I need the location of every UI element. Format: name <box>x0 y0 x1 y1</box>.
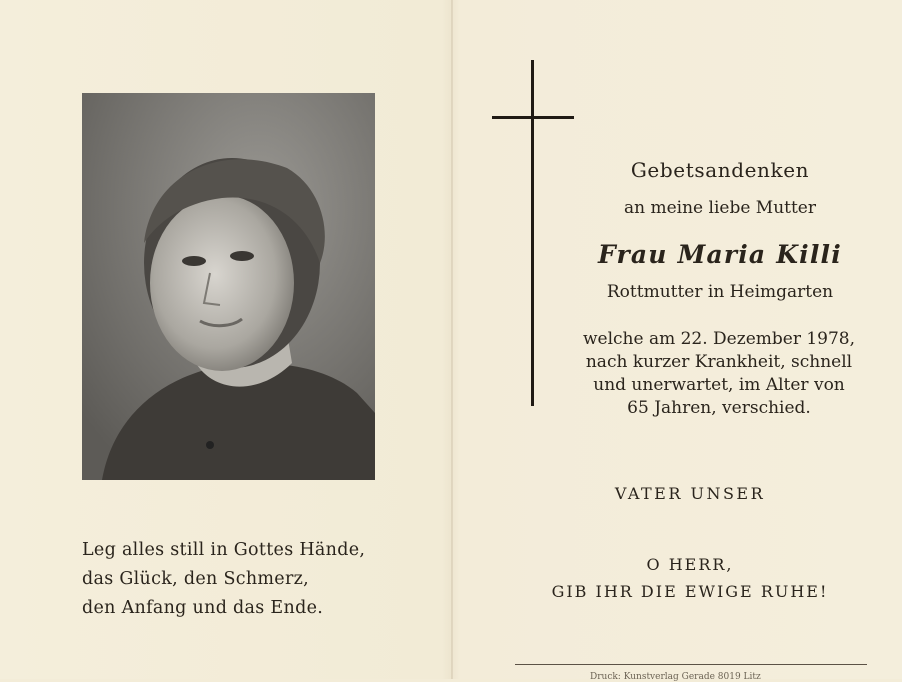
verse-line: das Glück, den Schmerz, <box>82 569 310 589</box>
portrait-image <box>82 93 375 480</box>
verse-line: den Anfang und das Ende. <box>82 598 324 618</box>
bio-line: welche am 22. Dezember 1978, <box>582 329 856 349</box>
closing-line: GIB IHR DIE EWIGE RUHE! <box>551 582 829 601</box>
cross-icon-bar <box>492 116 574 119</box>
card-heading: Gebetsandenken <box>630 158 810 182</box>
closing-prayer <box>530 551 850 605</box>
bio-line: 65 Jahren, verschied. <box>627 398 811 418</box>
deceased-name: Frau Maria Killi <box>598 240 842 269</box>
deceased-role: Rottmutter in Heimgarten <box>606 282 834 302</box>
prayer-title: VATER UNSER <box>614 484 766 503</box>
bio-line: nach kurzer Krankheit, schnell <box>585 352 853 372</box>
cross-icon <box>531 60 534 406</box>
closing-line: O HERR, <box>646 555 734 574</box>
printer-note: Druck: Kunstverlag Gerade 8019 Litz <box>590 672 761 682</box>
bio-line: und unerwartet, im Alter von <box>593 375 845 395</box>
footer-rule <box>515 664 867 665</box>
verse <box>82 536 412 623</box>
card-fold <box>451 0 453 679</box>
card-subheading: an meine liebe Mutter <box>623 198 816 218</box>
biography <box>560 328 878 420</box>
portrait-photo <box>82 93 375 480</box>
verse-line: Leg alles still in Gottes Hände, <box>82 540 366 560</box>
